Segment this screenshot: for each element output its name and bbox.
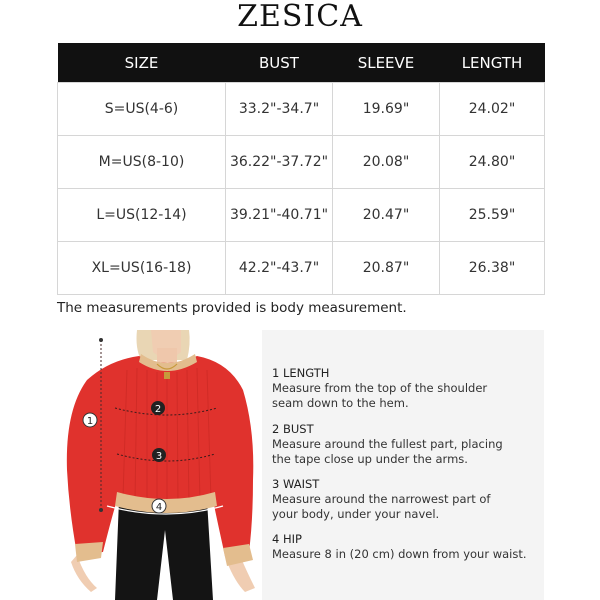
table-row <box>58 242 545 295</box>
header-size: SIZE <box>58 43 226 83</box>
guide-hip <box>272 532 527 562</box>
guide-text: the tape close up under the arms. <box>272 452 468 466</box>
svg-text:1: 1 <box>86 416 94 427</box>
header-sleeve: SLEEVE <box>333 43 440 83</box>
cell-sleeve: 19.69" <box>333 83 440 136</box>
header-bust: BUST <box>226 43 333 83</box>
measuring-guide-panel <box>262 330 544 600</box>
guide-text: Measure around the fullest part, placing <box>272 437 503 451</box>
cell-size: S=US(4-6) <box>58 83 226 136</box>
guide-heading: 2 BUST <box>272 422 314 436</box>
svg-text:4: 4 <box>155 502 163 513</box>
marker-waist <box>152 448 166 462</box>
cell-size: L=US(12-14) <box>58 189 226 242</box>
svg-text:2: 2 <box>154 404 162 415</box>
header-length: LENGTH <box>440 43 545 83</box>
guide-heading: 3 WAIST <box>272 477 320 491</box>
guide-text: Measure around the narrowest part of <box>272 492 491 506</box>
table-row <box>58 83 545 136</box>
marker-bust <box>151 401 165 415</box>
cell-bust: 36.22"-37.72" <box>226 136 333 189</box>
cell-sleeve: 20.08" <box>333 136 440 189</box>
marker-hip <box>152 499 166 513</box>
cell-bust: 33.2"-34.7" <box>226 83 333 136</box>
cell-size: M=US(8-10) <box>58 136 226 189</box>
cell-bust: 39.21"-40.71" <box>226 189 333 242</box>
cell-length: 24.80" <box>440 136 545 189</box>
cell-sleeve: 20.47" <box>333 189 440 242</box>
cell-length: 26.38" <box>440 242 545 295</box>
model-photo <box>57 330 262 600</box>
guide-heading: 1 LENGTH <box>272 366 330 380</box>
guide-text: seam down to the hem. <box>272 396 409 410</box>
guide-bust <box>272 422 503 467</box>
cell-length: 25.59" <box>440 189 545 242</box>
table-header-row <box>58 43 545 83</box>
svg-text:3: 3 <box>155 451 163 462</box>
cell-length: 24.02" <box>440 83 545 136</box>
measurement-note: The measurements provided is body measurement. <box>57 300 407 316</box>
guide-text: Measure from the top of the shoulder <box>272 381 488 395</box>
cell-size: XL=US(16-18) <box>58 242 226 295</box>
sweater-illustration <box>57 330 262 600</box>
table-row <box>58 136 545 189</box>
guide-heading: 4 HIP <box>272 532 302 546</box>
marker-length <box>83 413 97 427</box>
table-row <box>58 189 545 242</box>
guide-text: your body, under your navel. <box>272 507 440 521</box>
guide-text: Measure 8 in (20 cm) down from your waist. <box>272 547 527 561</box>
brand-logo: ZESICA <box>237 0 363 34</box>
cell-sleeve: 20.87" <box>333 242 440 295</box>
guide-length <box>272 366 487 411</box>
size-chart-table <box>57 43 545 295</box>
cell-bust: 42.2"-43.7" <box>226 242 333 295</box>
guide-waist <box>272 477 490 522</box>
